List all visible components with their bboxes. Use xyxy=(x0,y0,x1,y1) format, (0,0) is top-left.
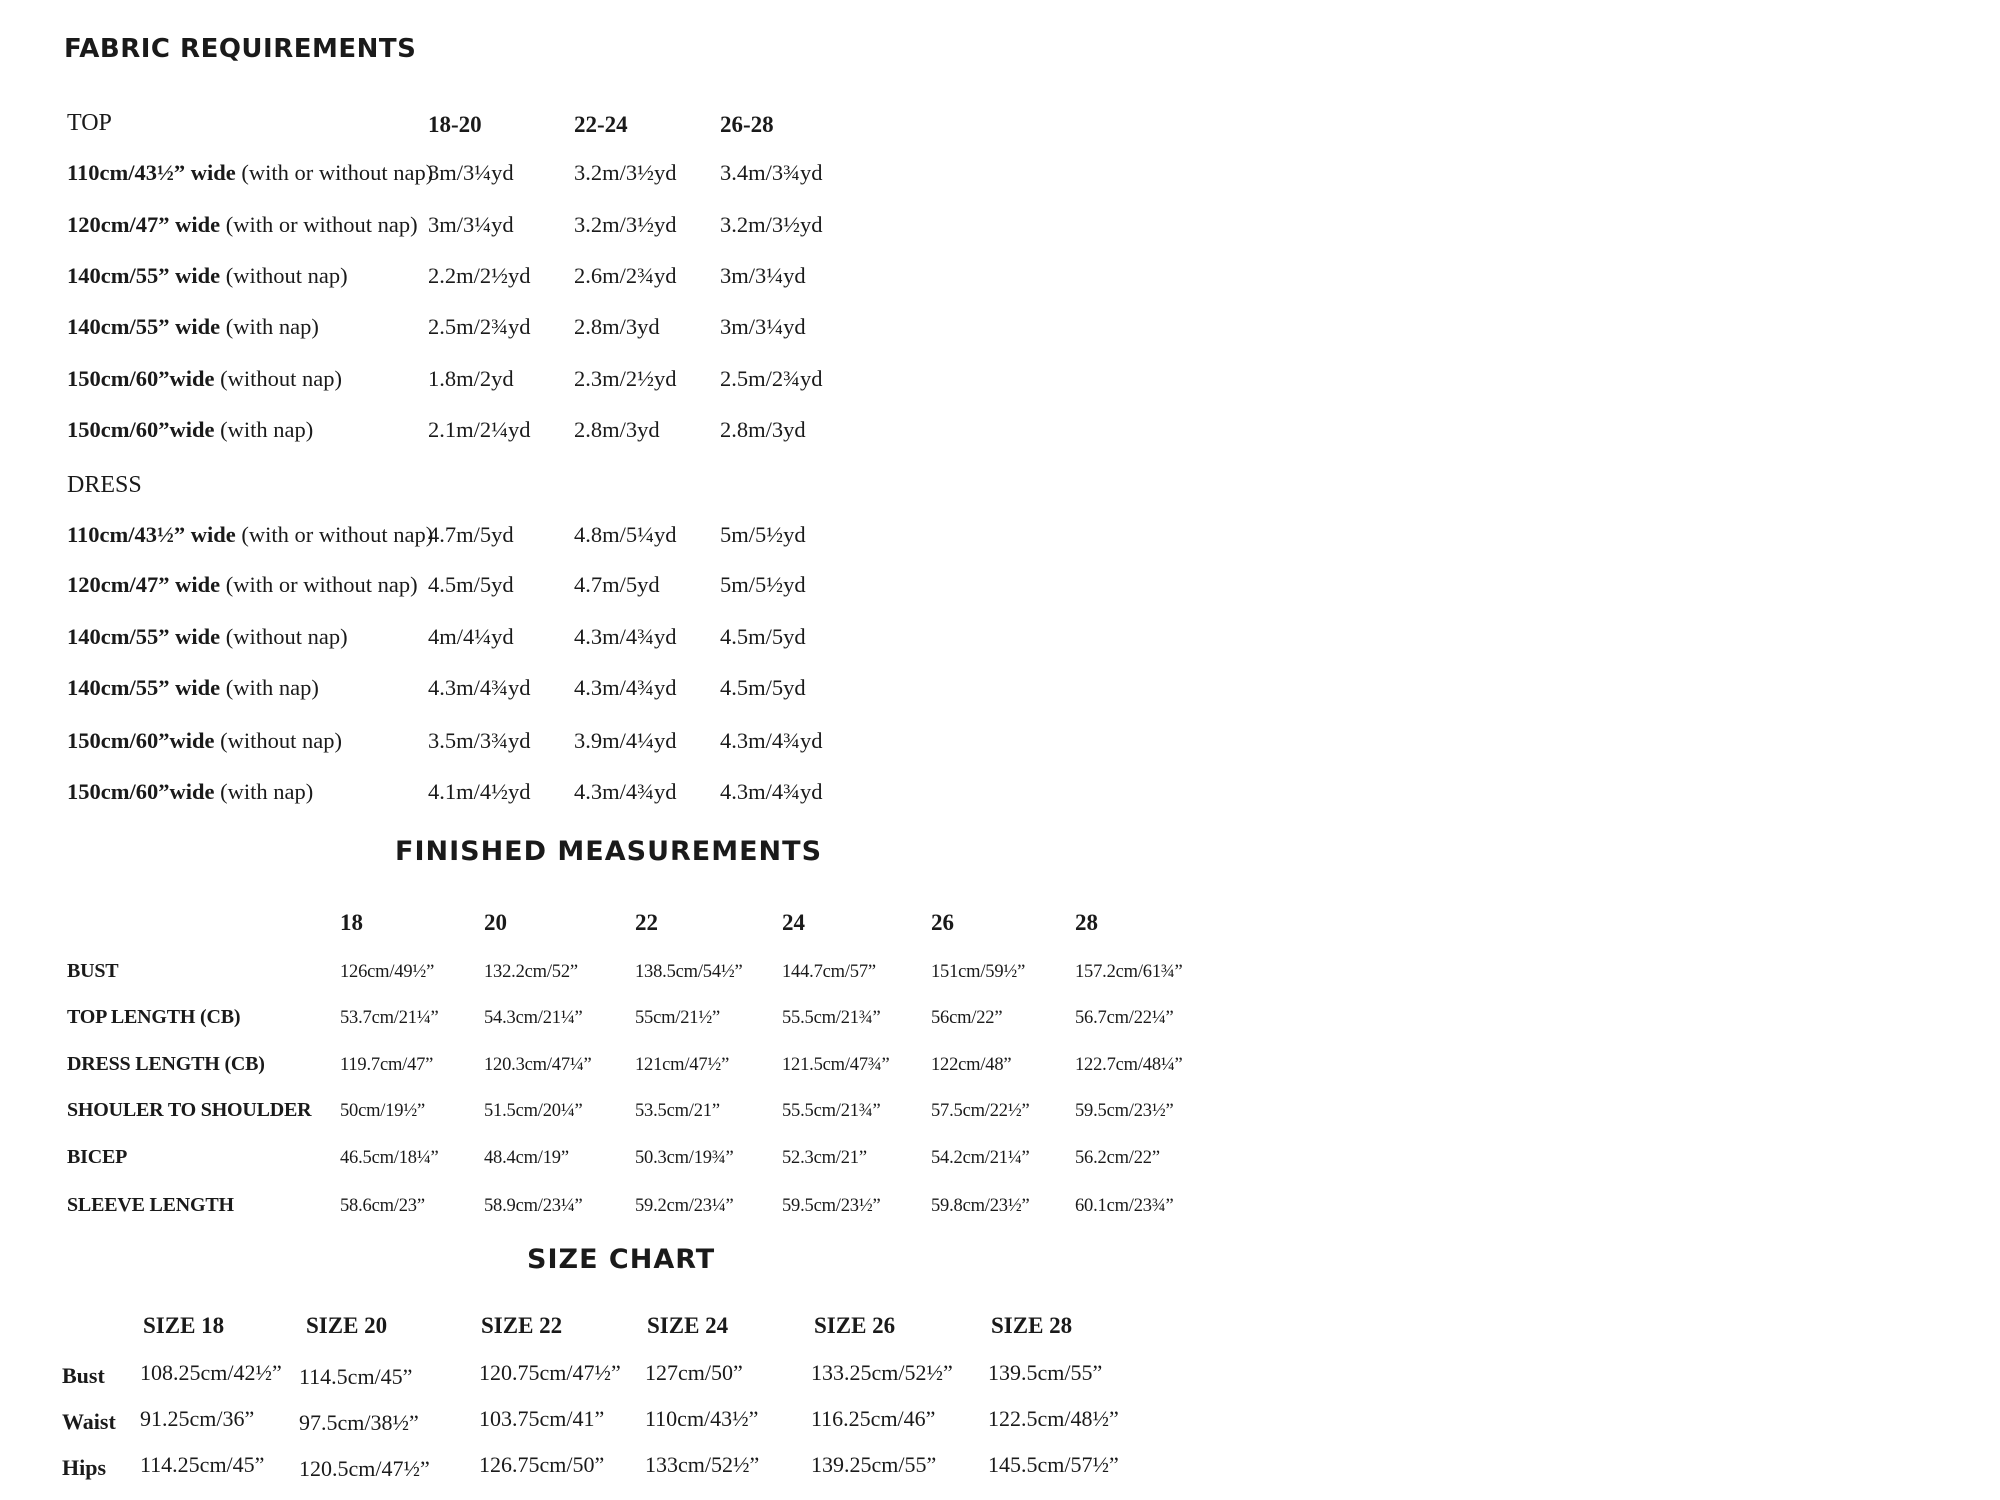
body-measure-value: 108.25cm/42½” xyxy=(140,1360,282,1385)
size-header-18: 18 xyxy=(340,910,363,935)
body-measure-value: 120.75cm/47½” xyxy=(479,1360,621,1385)
fabric-value: 4.3m/4¾yd xyxy=(574,624,677,649)
fabric-value: 3m/3¼yd xyxy=(428,212,514,237)
measurement-label: SLEEVE LENGTH xyxy=(67,1194,234,1216)
fabric-value: 4.5m/5yd xyxy=(428,572,514,597)
dress-row-label xyxy=(67,779,313,805)
fabric-value: 3.2m/3½yd xyxy=(574,212,677,237)
body-measure-value: 110cm/43½” xyxy=(645,1406,759,1431)
fabric-width: 120cm/47” wide xyxy=(67,572,221,597)
size-header-22: 22 xyxy=(635,910,658,935)
body-measure-value: 97.5cm/38½” xyxy=(299,1410,419,1435)
fabric-width: 150cm/60”wide xyxy=(67,366,215,391)
top-row-label xyxy=(67,417,313,443)
measurement-value: 119.7cm/47” xyxy=(340,1055,434,1075)
fabric-value: 3.9m/4¼yd xyxy=(574,728,677,753)
fabric-value: 2.8m/3yd xyxy=(574,314,660,339)
size-chart-header: SIZE 18 xyxy=(143,1313,225,1338)
size-chart-header: SIZE 24 xyxy=(647,1313,729,1338)
fabric-value: 4.3m/4¾yd xyxy=(720,779,823,804)
fabric-value: 3.2m/3½yd xyxy=(574,160,677,185)
nap-note: (with or without nap) xyxy=(241,160,434,185)
top-row-label xyxy=(67,212,418,238)
fabric-width: 140cm/55” wide xyxy=(67,624,221,649)
nap-note: (with or without nap) xyxy=(225,572,418,597)
fabric-value: 4.5m/5yd xyxy=(720,624,806,649)
fabric-value: 2.2m/2½yd xyxy=(428,263,531,288)
fabric-value: 4.3m/4¾yd xyxy=(720,728,823,753)
fabric-value: 4.3m/4¾yd xyxy=(574,675,677,700)
fabric-value: 1.8m/2yd xyxy=(428,366,514,391)
measurement-value: 57.5cm/22½” xyxy=(931,1101,1030,1121)
fabric-value: 3m/3¼yd xyxy=(720,314,806,339)
measurement-value: 55.5cm/21¾” xyxy=(782,1008,881,1028)
fabric-value: 4m/4¼yd xyxy=(428,624,514,649)
nap-note: (without nap) xyxy=(225,624,348,649)
fabric-value: 4.8m/5¼yd xyxy=(574,522,677,547)
top-row-label xyxy=(67,314,319,340)
body-measure-value: 133.25cm/52½” xyxy=(811,1360,953,1385)
fabric-value: 4.7m/5yd xyxy=(574,572,660,597)
nap-note: (with nap) xyxy=(225,314,319,339)
dress-row-label xyxy=(67,572,418,598)
fabric-width: 140cm/55” wide xyxy=(67,675,221,700)
measurement-label: SHOULER TO SHOULDER xyxy=(67,1099,312,1121)
fabric-width: 120cm/47” wide xyxy=(67,212,221,237)
measurement-value: 46.5cm/18¼” xyxy=(340,1148,439,1168)
size-chart-header: SIZE 20 xyxy=(306,1313,388,1338)
fabric-value: 2.8m/3yd xyxy=(574,417,660,442)
body-measure-value: 120.5cm/47½” xyxy=(299,1456,430,1481)
fabric-width: 150cm/60”wide xyxy=(67,417,215,442)
measurement-value: 50cm/19½” xyxy=(340,1101,426,1121)
measurement-value: 121.5cm/47¾” xyxy=(782,1055,890,1075)
body-measure-label: Waist xyxy=(62,1409,116,1434)
fabric-value: 2.8m/3yd xyxy=(720,417,806,442)
dress-row-label xyxy=(67,728,342,754)
measurement-label: DRESS LENGTH (CB) xyxy=(67,1053,265,1075)
fabric-value: 2.6m/2¾yd xyxy=(574,263,677,288)
fabric-header-22-24: 22-24 xyxy=(574,112,628,137)
body-measure-value: 103.75cm/41” xyxy=(479,1406,605,1431)
dress-section-label: DRESS xyxy=(67,472,142,498)
dress-row-label xyxy=(67,522,433,548)
fabric-value: 4.3m/4¾yd xyxy=(428,675,531,700)
measurement-value: 126cm/49½” xyxy=(340,962,435,982)
body-measure-label: Bust xyxy=(62,1363,105,1388)
fabric-value: 2.5m/2¾yd xyxy=(428,314,531,339)
fabric-value: 3.2m/3½yd xyxy=(720,212,823,237)
body-measure-value: 114.25cm/45” xyxy=(140,1452,265,1477)
measurement-label: BICEP xyxy=(67,1146,128,1168)
measurement-value: 54.3cm/21¼” xyxy=(484,1008,583,1028)
size-header-28: 28 xyxy=(1075,910,1098,935)
fabric-width: 140cm/55” wide xyxy=(67,263,221,288)
top-row-label xyxy=(67,366,342,392)
measurement-value: 121cm/47½” xyxy=(635,1055,730,1075)
nap-note: (without nap) xyxy=(220,366,342,391)
fabric-header-26-28: 26-28 xyxy=(720,112,774,137)
finished-measurements-title: FINISHED MEASUREMENTS xyxy=(395,836,823,867)
measurement-value: 58.9cm/23¼” xyxy=(484,1196,583,1216)
fabric-width: 140cm/55” wide xyxy=(67,314,221,339)
top-row-label xyxy=(67,160,433,186)
measurement-value: 55.5cm/21¾” xyxy=(782,1101,881,1121)
measurement-value: 58.6cm/23” xyxy=(340,1196,425,1216)
measurement-value: 48.4cm/19” xyxy=(484,1148,569,1168)
measurement-label: BUST xyxy=(67,960,119,982)
measurement-value: 120.3cm/47¼” xyxy=(484,1055,592,1075)
fabric-width: 110cm/43½” wide xyxy=(67,522,236,547)
measurement-value: 55cm/21½” xyxy=(635,1008,721,1028)
measurement-value: 54.2cm/21¼” xyxy=(931,1148,1030,1168)
fabric-value: 4.7m/5yd xyxy=(428,522,514,547)
fabric-value: 4.1m/4½yd xyxy=(428,779,531,804)
measurement-value: 53.7cm/21¼” xyxy=(340,1008,439,1028)
body-measure-value: 122.5cm/48½” xyxy=(988,1406,1119,1431)
body-measure-value: 145.5cm/57½” xyxy=(988,1452,1119,1477)
fabric-value: 3m/3¼yd xyxy=(428,160,514,185)
fabric-header-18-20: 18-20 xyxy=(428,112,482,137)
dress-row-label xyxy=(67,675,319,701)
size-chart-header: SIZE 22 xyxy=(481,1313,563,1338)
fabric-value: 3m/3¼yd xyxy=(720,263,806,288)
measurement-value: 50.3cm/19¾” xyxy=(635,1148,734,1168)
top-section-label: TOP xyxy=(67,110,112,136)
nap-note: (with or without nap) xyxy=(241,522,434,547)
measurement-value: 138.5cm/54½” xyxy=(635,962,743,982)
fabric-value: 2.5m/2¾yd xyxy=(720,366,823,391)
top-row-label xyxy=(67,263,348,289)
body-measure-value: 139.25cm/55” xyxy=(811,1452,937,1477)
fabric-value: 2.1m/2¼yd xyxy=(428,417,531,442)
nap-note: (without nap) xyxy=(220,728,342,753)
nap-note: (with nap) xyxy=(220,417,314,442)
measurement-value: 132.2cm/52” xyxy=(484,962,578,982)
nap-note: (with nap) xyxy=(225,675,319,700)
fabric-value: 3.5m/3¾yd xyxy=(428,728,531,753)
size-chart-header: SIZE 26 xyxy=(814,1313,896,1338)
fabric-value: 5m/5½yd xyxy=(720,572,806,597)
body-measure-value: 127cm/50” xyxy=(645,1360,743,1385)
fabric-value: 4.3m/4¾yd xyxy=(574,779,677,804)
fabric-width: 150cm/60”wide xyxy=(67,728,215,753)
size-chart-header: SIZE 28 xyxy=(991,1313,1073,1338)
measurement-value: 56.2cm/22” xyxy=(1075,1148,1160,1168)
body-measure-value: 114.5cm/45” xyxy=(299,1364,413,1389)
fabric-value: 5m/5½yd xyxy=(720,522,806,547)
nap-note: (with nap) xyxy=(220,779,314,804)
body-measure-value: 116.25cm/46” xyxy=(811,1406,936,1431)
measurement-value: 60.1cm/23¾” xyxy=(1075,1196,1174,1216)
measurement-value: 59.2cm/23¼” xyxy=(635,1196,734,1216)
measurement-value: 56.7cm/22¼” xyxy=(1075,1008,1174,1028)
fabric-width: 110cm/43½” wide xyxy=(67,160,236,185)
measurement-value: 144.7cm/57” xyxy=(782,962,876,982)
fabric-value: 2.3m/2½yd xyxy=(574,366,677,391)
body-measure-value: 126.75cm/50” xyxy=(479,1452,605,1477)
nap-note: (with or without nap) xyxy=(225,212,418,237)
nap-note: (without nap) xyxy=(225,263,348,288)
measurement-value: 157.2cm/61¾” xyxy=(1075,962,1183,982)
measurement-value: 51.5cm/20¼” xyxy=(484,1101,583,1121)
size-header-20: 20 xyxy=(484,910,507,935)
size-chart-title: SIZE CHART xyxy=(527,1244,716,1275)
dress-row-label xyxy=(67,624,348,650)
body-measure-value: 91.25cm/36” xyxy=(140,1406,255,1431)
size-header-24: 24 xyxy=(782,910,805,935)
body-measure-value: 139.5cm/55” xyxy=(988,1360,1103,1385)
measurement-label: TOP LENGTH (CB) xyxy=(67,1006,241,1028)
measurement-value: 59.8cm/23½” xyxy=(931,1196,1030,1216)
measurement-value: 53.5cm/21” xyxy=(635,1101,720,1121)
measurement-value: 59.5cm/23½” xyxy=(782,1196,881,1216)
fabric-value: 4.5m/5yd xyxy=(720,675,806,700)
fabric-width: 150cm/60”wide xyxy=(67,779,215,804)
measurement-value: 59.5cm/23½” xyxy=(1075,1101,1174,1121)
measurement-value: 52.3cm/21” xyxy=(782,1148,867,1168)
body-measure-value: 133cm/52½” xyxy=(645,1452,760,1477)
fabric-value: 3.4m/3¾yd xyxy=(720,160,823,185)
body-measure-label: Hips xyxy=(62,1455,107,1480)
measurement-value: 122cm/48” xyxy=(931,1055,1012,1075)
measurement-value: 56cm/22” xyxy=(931,1008,1003,1028)
size-header-26: 26 xyxy=(931,910,954,935)
fabric-requirements-title: FABRIC REQUIREMENTS xyxy=(64,34,417,64)
measurement-value: 122.7cm/48¼” xyxy=(1075,1055,1183,1075)
measurement-value: 151cm/59½” xyxy=(931,962,1026,982)
